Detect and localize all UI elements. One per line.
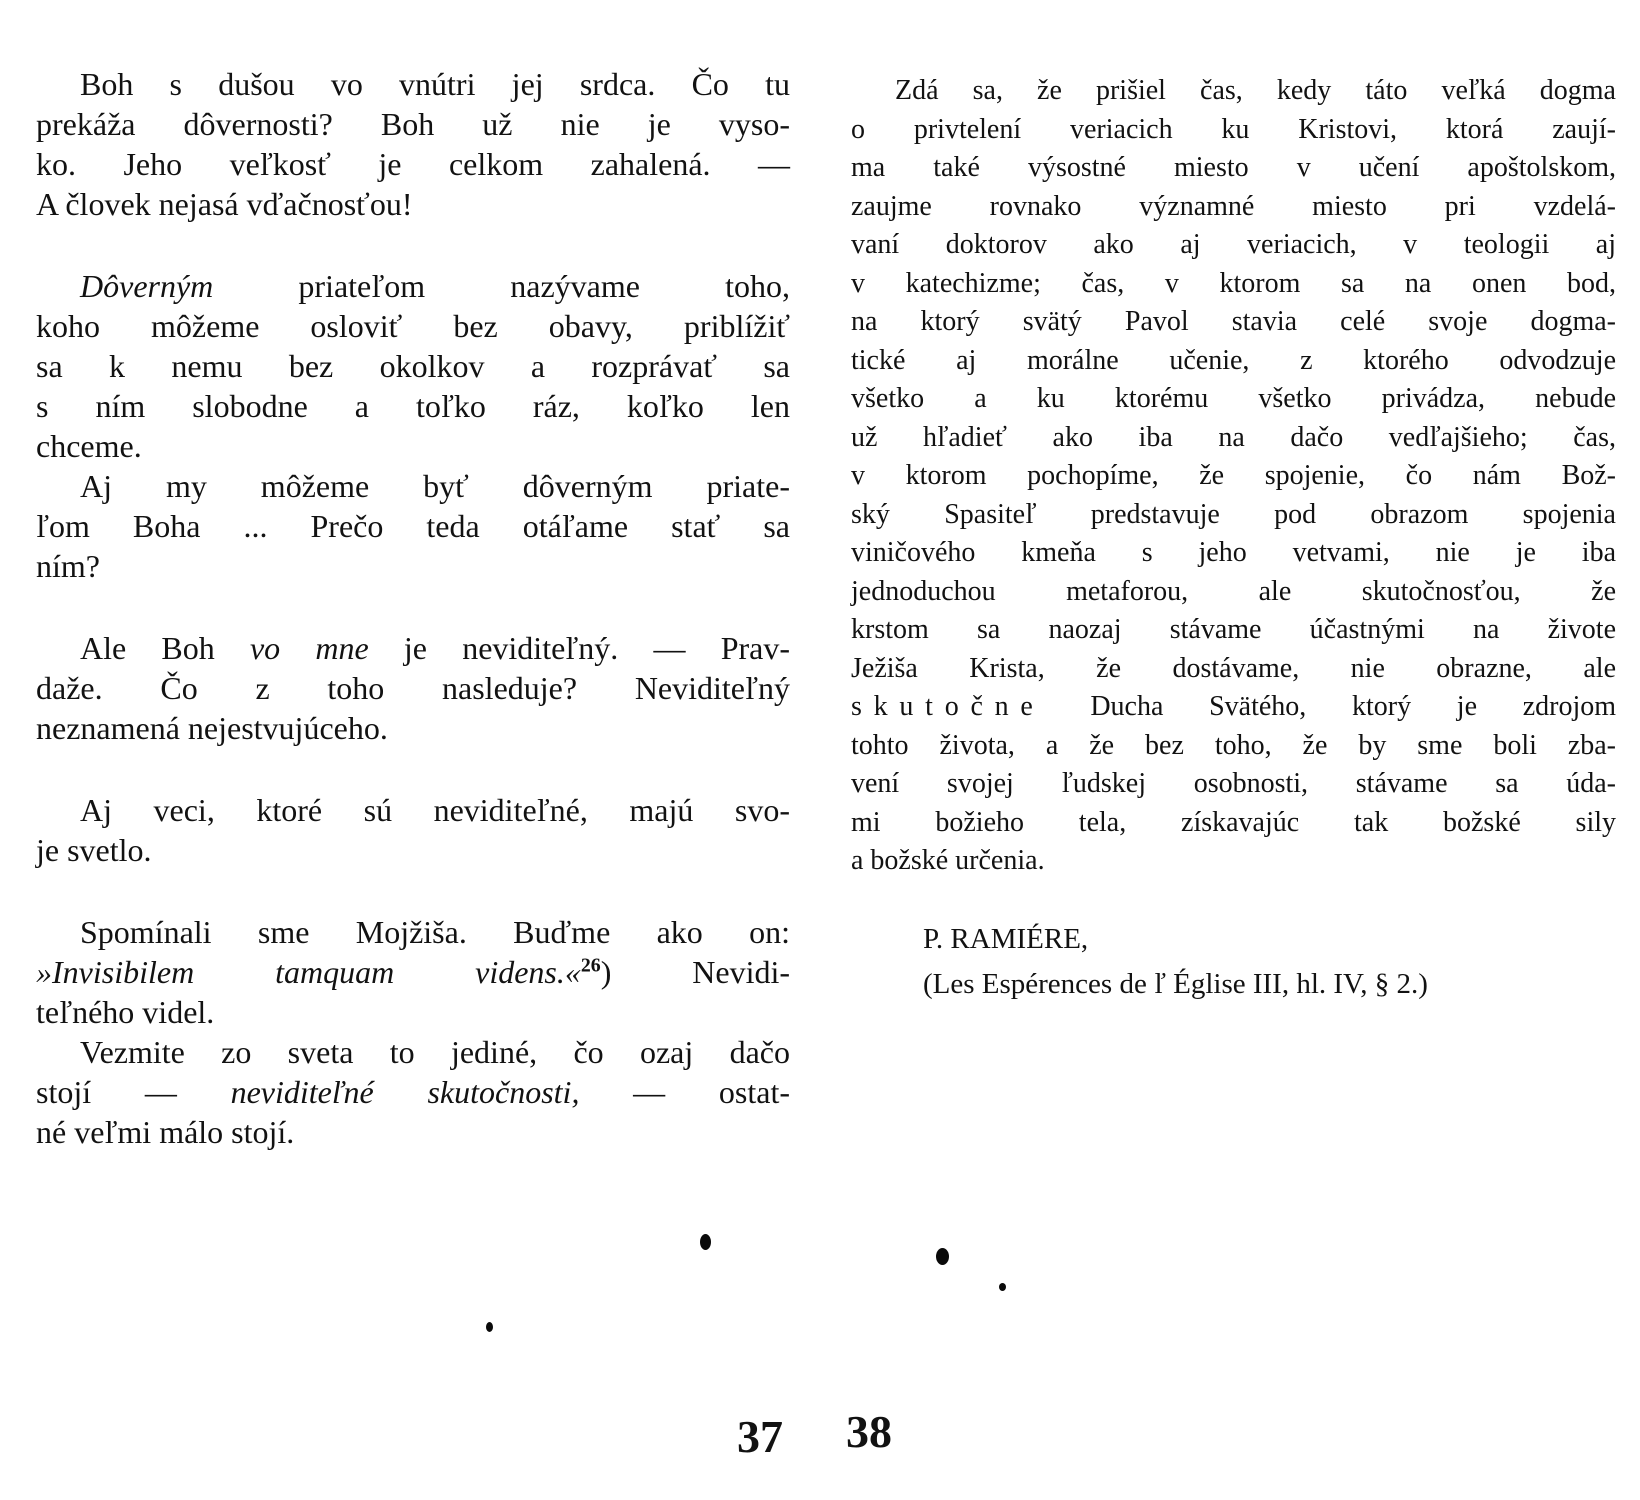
text-segment: všetko a ku ktorému všetko privádza, nebude bbox=[851, 383, 1616, 414]
text-line bbox=[851, 765, 1616, 804]
text-segment: o privtelení veriacich ku Kristovi, ktorá zaují- bbox=[851, 113, 1616, 145]
text-segment: viničového kmeňa s jeho vetvami, nie je iba bbox=[851, 537, 1616, 568]
text-line bbox=[36, 912, 790, 952]
text-segment: tohto života, a že bez toho, že by sme boli zba- bbox=[851, 729, 1616, 761]
text-line bbox=[851, 804, 1616, 843]
text-line bbox=[36, 830, 790, 870]
text-line bbox=[851, 611, 1616, 650]
text-segment: — ostat- bbox=[579, 1074, 790, 1110]
ink-speck bbox=[486, 1322, 493, 1332]
text-segment: Boh s dušou vo vnútri jej srdca. Čo tu bbox=[80, 66, 790, 102]
text-segment: je neviditeľný. — Prav- bbox=[368, 630, 791, 666]
text-segment: neznamená nejestvujúceho. bbox=[36, 710, 388, 746]
text-segment: tické aj morálne učenie, z ktorého odvodzuje bbox=[851, 344, 1616, 376]
text-segment: skutočne bbox=[851, 691, 1045, 722]
text-line bbox=[851, 265, 1616, 304]
text-line bbox=[851, 188, 1616, 227]
text-segment: v katechizme; čas, v ktorom sa na onen bod, bbox=[851, 267, 1616, 299]
text-segment: priateľom nazývame toho, bbox=[213, 268, 790, 304]
text-segment: na ktorý svätý Pavol stavia celé svoje dogma- bbox=[851, 306, 1616, 337]
ink-speck bbox=[700, 1234, 711, 1250]
text-line bbox=[36, 184, 790, 224]
text-segment: Vezmite zo sveta to jediné, čo ozaj dačo bbox=[80, 1034, 790, 1070]
text-line bbox=[851, 226, 1616, 265]
text-line bbox=[36, 506, 790, 546]
text-line bbox=[36, 386, 790, 426]
text-segment: Zdá sa, že prišiel čas, kedy táto veľká dogma bbox=[895, 75, 1616, 106]
text-segment: koho môžeme osloviť bez obavy, priblížiť bbox=[36, 308, 790, 344]
text-line bbox=[36, 426, 790, 466]
text-segment: A človek nejasá vďačnosťou! bbox=[36, 186, 413, 222]
text-segment: Ducha Svätého, ktorý je zdrojom bbox=[1044, 691, 1616, 722]
text-segment: teľného videl. bbox=[36, 994, 215, 1030]
text-segment: stojí — bbox=[36, 1074, 231, 1110]
text-line bbox=[851, 650, 1616, 689]
text-segment: Ježiša Krista, že dostávame, nie obrazne, ale bbox=[851, 652, 1616, 684]
text-segment: krstom sa naozaj stávame účastnými na živote bbox=[851, 614, 1616, 645]
text-line bbox=[851, 573, 1616, 612]
text-segment: s ním slobodne a toľko ráz, koľko len bbox=[36, 388, 790, 424]
text-line bbox=[36, 306, 790, 346]
right-page-text-column bbox=[851, 72, 1616, 1007]
citation-block bbox=[923, 917, 1616, 1007]
text-segment: a božské určenia. bbox=[851, 845, 1045, 876]
text-segment: Spomínali sme Mojžiša. Buďme ako on: bbox=[80, 914, 790, 950]
text-line bbox=[36, 790, 790, 830]
text-line bbox=[36, 546, 790, 586]
text-segment: sa k nemu bez okolkov a rozprávať sa bbox=[36, 348, 790, 384]
text-line bbox=[851, 496, 1616, 535]
footnote-reference: 26 bbox=[580, 954, 601, 977]
text-segment: zaujme rovnako významné miesto pri vzdelá- bbox=[851, 190, 1616, 222]
text-line bbox=[851, 342, 1616, 381]
ink-speck bbox=[936, 1248, 949, 1265]
text-line bbox=[36, 466, 790, 506]
text-segment: »Invisibilem tamquam videns.« bbox=[36, 954, 581, 990]
text-line bbox=[36, 628, 790, 668]
text-segment: chceme. bbox=[36, 428, 142, 464]
text-line bbox=[36, 952, 790, 992]
text-line bbox=[851, 380, 1616, 419]
page-number-38: 38 bbox=[846, 1406, 892, 1457]
text-line bbox=[36, 668, 790, 708]
text-line bbox=[851, 111, 1616, 150]
text-segment: vo mne bbox=[249, 630, 369, 666]
text-segment: prekáža dôvernosti? Boh už nie je vyso- bbox=[36, 106, 790, 142]
text-segment: vení svojej ľudskej osobnosti, stávame sa úda- bbox=[851, 768, 1616, 799]
text-segment: ko. Jeho veľkosť je celkom zahalená. — bbox=[36, 146, 790, 182]
citation-source: (Les Espérences de ľ Église III, hl. IV, § 2.) bbox=[923, 967, 1428, 1000]
text-segment: né veľmi málo stojí. bbox=[36, 1114, 295, 1150]
text-segment: ním? bbox=[36, 548, 100, 584]
text-segment: mi božieho tela, získavajúc tak božské sily bbox=[851, 806, 1616, 838]
text-line bbox=[851, 727, 1616, 766]
text-segment: vaní doktorov ako aj veriacich, v teologii aj bbox=[851, 229, 1616, 260]
text-line bbox=[851, 72, 1616, 111]
text-line bbox=[851, 419, 1616, 458]
text-segment: už hľadieť ako iba na dačo vedľajšieho; čas, bbox=[851, 421, 1616, 453]
text-segment: je svetlo. bbox=[36, 832, 152, 868]
text-segment: jednoduchou metaforou, ale skutočnosťou, že bbox=[851, 575, 1616, 607]
text-line bbox=[36, 1032, 790, 1072]
text-line bbox=[851, 457, 1616, 496]
text-line bbox=[36, 266, 790, 306]
text-segment: Dôverným bbox=[80, 268, 214, 304]
ink-speck bbox=[999, 1283, 1006, 1291]
text-line bbox=[851, 842, 1616, 881]
text-line bbox=[851, 149, 1616, 188]
text-line bbox=[36, 104, 790, 144]
text-segment: ma také výsostné miesto v učení apoštolskom, bbox=[851, 152, 1616, 183]
text-line bbox=[36, 346, 790, 386]
text-line bbox=[36, 992, 790, 1032]
text-line bbox=[36, 1072, 790, 1112]
text-line bbox=[36, 1112, 790, 1152]
text-line bbox=[851, 688, 1616, 727]
text-segment: neviditeľné skutočnosti, bbox=[230, 1074, 580, 1110]
text-segment: Aj veci, ktoré sú neviditeľné, majú svo- bbox=[80, 792, 790, 828]
text-line bbox=[36, 708, 790, 748]
text-segment: daže. Čo z toho nasleduje? Neviditeľný bbox=[36, 670, 790, 706]
text-segment: Aj my môžeme byť dôverným priate- bbox=[80, 468, 790, 504]
text-line bbox=[851, 534, 1616, 573]
text-segment: Ale Boh bbox=[80, 630, 250, 666]
text-line bbox=[851, 303, 1616, 342]
text-line bbox=[36, 64, 790, 104]
text-segment: v ktorom pochopíme, že spojenie, čo nám Bož- bbox=[851, 460, 1616, 491]
page-number-37: 37 bbox=[737, 1411, 783, 1462]
citation-author: P. RAMIÉRE, bbox=[923, 922, 1089, 955]
text-segment: ľom Boha ... Prečo teda otáľame stať sa bbox=[36, 508, 790, 544]
left-page-text-column bbox=[36, 64, 790, 1152]
text-line bbox=[36, 144, 790, 184]
text-segment: ) Nevidi- bbox=[600, 954, 790, 990]
text-segment: ský Spasiteľ predstavuje pod obrazom spojenia bbox=[851, 498, 1616, 530]
